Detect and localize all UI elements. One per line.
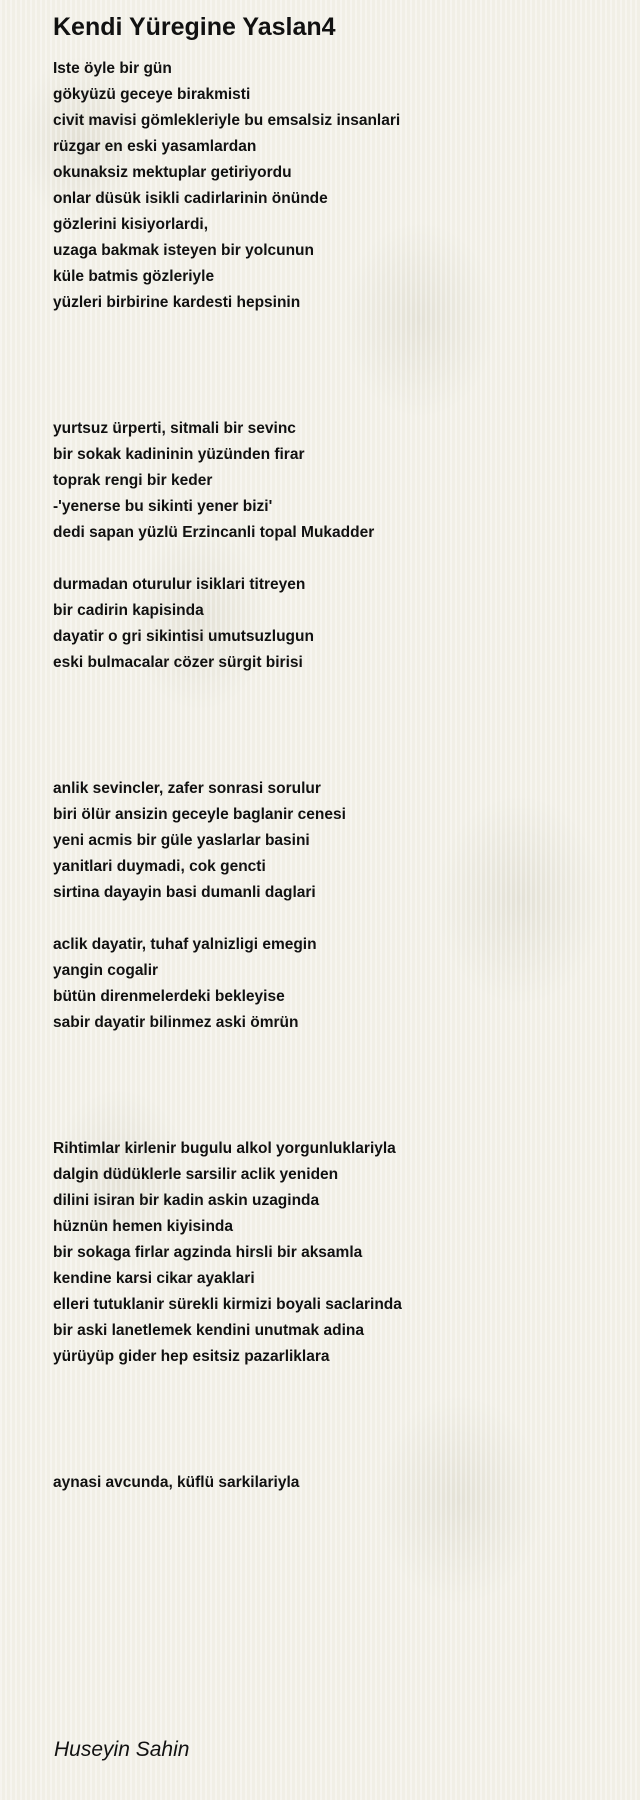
poem-line: yanitlari duymadi, cok gencti [53,858,266,875]
poem-line: uzaga bakmak isteyen bir yolcunun [53,242,314,259]
stanza-spacer [53,546,613,572]
poem-author: Huseyin Sahin [54,1738,190,1761]
poem-line: elleri tutuklanir sürekli kirmizi boyali saclarinda [53,1296,402,1313]
poem-line: okunaksiz mektuplar getiriyordu [53,164,292,181]
poem-line: toprak rengi bir keder [53,472,213,489]
stanza-5 [53,932,613,1036]
stanza-4 [53,776,613,906]
poem-line: sirtina dayayin basi dumanli daglari [53,884,316,901]
poem-line: dedi sapan yüzlü Erzincanli topal Mukadder [53,524,375,541]
stanza-6 [53,1136,613,1370]
poem-line: yangin cogalir [53,962,159,979]
stanza-spacer [53,676,613,776]
poem-line: anlik sevincler, zafer sonrasi sorulur [53,780,321,797]
stanza-2 [53,416,613,546]
poem-line: Rihtimlar kirlenir bugulu alkol yorgunluklariyla [53,1140,396,1157]
poem-line: dalgin düdüklerle sarsilir aclik yeniden [53,1166,339,1183]
poem-line: yeni acmis bir güle yaslarlar basini [53,832,310,849]
poem-line: -'yenerse bu sikinti yener bizi' [53,498,273,515]
poem-line: eski bulmacalar cözer sürgit birisi [53,654,303,671]
stanza-3 [53,572,613,676]
poem-line: civit mavisi gömlekleriyle bu emsalsiz insanlari [53,112,401,129]
poem-line: gökyüzü geceye birakmisti [53,86,251,103]
poem-line: bir aski lanetlemek kendini unutmak adina [53,1322,364,1339]
stanza-spacer [53,1370,613,1470]
stanza-spacer [53,1036,613,1136]
stanza-1 [53,56,613,316]
poem-line: hüznün hemen kiyisinda [53,1218,233,1235]
stanza-spacer [53,906,613,932]
poem-line: küle batmis gözleriyle [53,268,215,285]
poem-title: Kendi Yüregine Yaslan4 [53,13,336,41]
poem-line: kendine karsi cikar ayaklari [53,1270,255,1287]
poem-line: bir cadirin kapisinda [53,602,204,619]
poem-line: aclik dayatir, tuhaf yalnizligi emegin [53,936,317,953]
stanza-spacer [53,316,613,416]
poem-line: bir sokak kadininin yüzünden firar [53,446,305,463]
poem-line: aynasi avcunda, küflü sarkilariyla [53,1474,300,1491]
poem-line: yürüyüp gider hep esitsiz pazarliklara [53,1348,330,1365]
stanza-7 [53,1470,613,1496]
poem-line: biri ölür ansizin geceyle baglanir cenesi [53,806,346,823]
poem-line: gözlerini kisiyorlardi, [53,216,209,233]
poem-line: yüzleri birbirine kardesti hepsinin [53,294,301,311]
poem-line: onlar düsük isikli cadirlarinin önünde [53,190,328,207]
poem-line: yurtsuz ürperti, sitmali bir sevinc [53,420,296,437]
poem-line: Iste öyle bir gün [53,60,172,77]
poem-line: bütün direnmelerdeki bekleyise [53,988,285,1005]
poem-line: bir sokaga firlar agzinda hirsli bir aksamla [53,1244,363,1261]
poem-line: durmadan oturulur isiklari titreyen [53,576,306,593]
poem-line: sabir dayatir bilinmez aski ömrün [53,1014,299,1031]
poem-container [53,10,613,1496]
poem-line: rüzgar en eski yasamlardan [53,138,257,155]
poem-line: dilini isiran bir kadin askin uzaginda [53,1192,320,1209]
poem-line: dayatir o gri sikintisi umutsuzlugun [53,628,314,645]
